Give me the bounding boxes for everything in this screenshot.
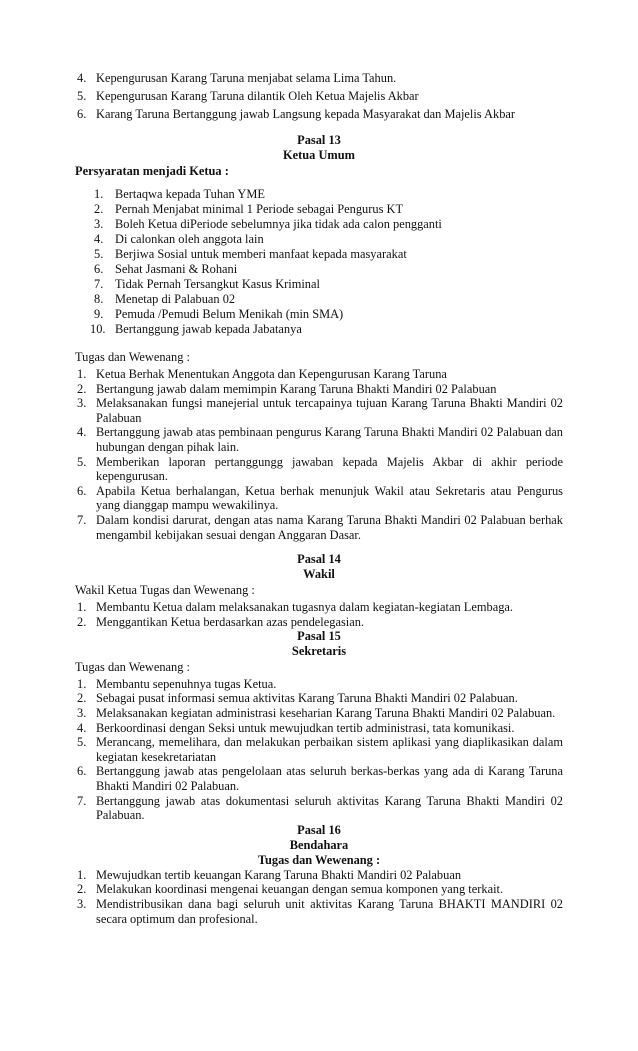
list-item bbox=[75, 691, 563, 706]
item-text: Pernah Menjabat minimal 1 Periode sebagai Pengurus KT bbox=[115, 202, 404, 217]
list-item bbox=[75, 217, 563, 232]
pasal-16-title: Pasal 16 bbox=[297, 822, 341, 837]
list-item bbox=[75, 882, 563, 897]
item-text: Tidak Pernah Tersangkut Kasus Kriminal bbox=[115, 277, 320, 292]
item-text: Sebagai pusat informasi semua aktivitas Karang Taruna Bhakti Mandiri 02 Palabuan. bbox=[96, 691, 518, 706]
item-number: 6. bbox=[77, 764, 87, 779]
item-number: 7. bbox=[94, 277, 104, 292]
ketua-tugas-list bbox=[75, 367, 563, 542]
list-item bbox=[75, 484, 563, 513]
wakil-tugas-heading: Wakil Ketua Tugas dan Wewenang : bbox=[75, 583, 255, 598]
list-item bbox=[75, 382, 563, 397]
item-text: Bertanggung jawab atas dokumentasi seluruh aktivitas Karang Taruna Bhakti Mandiri 02 Palabuan. bbox=[96, 793, 563, 823]
item-text: Berkoordinasi dengan Seksi untuk mewujudkan tertib administrasi, tata komunikasi. bbox=[96, 720, 515, 735]
item-text: Di calonkan oleh anggota lain bbox=[115, 232, 264, 247]
item-number: 2. bbox=[77, 381, 87, 396]
item-text: Melakukan koordinasi mengenai keuangan dengan semua komponen yang terkait. bbox=[96, 882, 504, 897]
item-text: Merancang, memelihara, dan melakukan perbaikan sistem aplikasi yang diaplikasikan dalam kegiatan kesekretariatan bbox=[96, 735, 563, 764]
item-text: Ketua Berhak Menentukan Anggota dan Kepengurusan Karang Taruna bbox=[96, 366, 447, 381]
list-item bbox=[75, 764, 563, 793]
list-item bbox=[75, 513, 563, 542]
item-text: Melaksanakan fungsi manejerial untuk tercapainya tujuan Karang Taruna Bhakti Mandiri 02 Palabuan bbox=[96, 396, 563, 425]
list-item bbox=[75, 897, 563, 926]
item-text: Pemuda /Pemudi Belum Menikah (min SMA) bbox=[115, 307, 344, 322]
item-number: 4. bbox=[77, 720, 87, 735]
list-item bbox=[75, 307, 563, 322]
item-text: Karang Taruna Bertanggung jawab Langsung kepada Masyarakat dan Majelis Akbar bbox=[96, 106, 516, 121]
item-text: Melaksanakan kegiatan administrasi keseharian Karang Taruna Bhakti Mandiri 02 Palabuan. bbox=[96, 706, 556, 721]
item-number: 1. bbox=[77, 366, 87, 381]
bendahara-tugas-list bbox=[75, 868, 563, 926]
item-text: Memberikan laporan pertanggungg jawaban kepada Majelis Akbar di akhir periode kepengurusan. bbox=[96, 454, 563, 484]
item-number: 5. bbox=[77, 735, 87, 750]
list-item bbox=[75, 292, 563, 307]
item-number: 4. bbox=[94, 232, 104, 247]
continuation-list bbox=[75, 70, 563, 123]
item-text: Membantu sepenuhnya tugas Ketua. bbox=[96, 676, 277, 691]
item-number: 2. bbox=[94, 202, 104, 217]
item-number: 3. bbox=[77, 897, 87, 912]
sekretaris-tugas-list bbox=[75, 677, 563, 823]
item-text: Kepengurusan Karang Taruna dilantik Oleh Ketua Majelis Akbar bbox=[96, 88, 419, 103]
item-number: 8. bbox=[94, 292, 104, 307]
item-number: 2. bbox=[77, 882, 87, 897]
pasal-16-subtitle: Bendahara bbox=[289, 837, 349, 852]
item-number: 7. bbox=[77, 512, 87, 527]
list-item bbox=[75, 425, 563, 454]
persyaratan-list bbox=[75, 187, 563, 337]
pasal-13-subtitle: Ketua Umum bbox=[283, 148, 355, 163]
item-text: Apabila Ketua berhalangan, Ketua berhak menunjuk Wakil atau Sekretaris atau Pengurus yang dianggap mampu wewakilinya. bbox=[96, 483, 563, 513]
list-item bbox=[75, 455, 563, 484]
list-item bbox=[75, 600, 563, 615]
persyaratan-heading: Persyaratan menjadi Ketua : bbox=[75, 164, 229, 179]
item-number: 3. bbox=[77, 396, 87, 411]
item-number: 6. bbox=[77, 483, 87, 498]
wakil-tugas-list bbox=[75, 600, 563, 629]
item-text: Boleh Ketua diPeriode sebelumnya jika tidak ada calon pengganti bbox=[115, 217, 442, 232]
item-number: 7. bbox=[77, 793, 87, 808]
item-number: 5. bbox=[94, 247, 104, 262]
item-number: 5. bbox=[77, 88, 87, 103]
item-number: 4. bbox=[77, 425, 87, 440]
list-item bbox=[75, 706, 563, 721]
list-item bbox=[75, 868, 563, 883]
item-text: Bertangung jawab dalam memimpin Karang Taruna Bhakti Mandiri 02 Palabuan bbox=[96, 381, 497, 396]
sekretaris-tugas-heading: Tugas dan Wewenang : bbox=[75, 660, 190, 675]
item-number: 3. bbox=[77, 706, 87, 721]
pasal-15-title: Pasal 15 bbox=[297, 629, 341, 644]
item-number: 2. bbox=[77, 614, 87, 629]
item-number: 1. bbox=[77, 599, 87, 614]
item-text: Mendistribusikan dana bagi seluruh unit aktivitas Karang Taruna BHAKTI MANDIRI 02 secara optimum dan profesional. bbox=[96, 897, 563, 926]
item-text: Berjiwa Sosial untuk memberi manfaat kepada masyarakat bbox=[115, 247, 407, 262]
item-number: 9. bbox=[94, 307, 104, 322]
document-page bbox=[75, 70, 563, 926]
list-item bbox=[75, 262, 563, 277]
item-text: Bertanggung jawab atas pengelolaan atas seluruh berkas-berkas yang ada di Karang Taruna Bhakti Mandiri 02 Palabuan. bbox=[96, 764, 563, 794]
list-item bbox=[75, 277, 563, 292]
list-item bbox=[75, 367, 563, 382]
item-text: Bertaqwa kepada Tuhan YME bbox=[115, 187, 265, 202]
list-item bbox=[75, 735, 563, 764]
item-text: Dalam kondisi darurat, dengan atas nama Karang Taruna Bhakti Mandiri 02 Palabuan berhak mengambil kebijakan sesuai dengan Anggaran Dasar. bbox=[96, 512, 563, 542]
item-number: 5. bbox=[77, 454, 87, 469]
list-item bbox=[75, 396, 563, 425]
tugas-heading: Tugas dan Wewenang : bbox=[75, 350, 190, 365]
item-text: Sehat Jasmani & Rohani bbox=[115, 262, 238, 277]
item-text: Membantu Ketua dalam melaksanakan tugasnya dalam kegiatan-kegiatan Lembaga. bbox=[96, 599, 513, 614]
item-number: 1. bbox=[77, 867, 87, 882]
list-item bbox=[75, 70, 563, 88]
pasal-13-title: Pasal 13 bbox=[297, 133, 341, 148]
item-text: Menggantikan Ketua berdasarkan azas pendelegasian. bbox=[96, 614, 365, 629]
list-item bbox=[75, 187, 563, 202]
list-item bbox=[75, 322, 563, 337]
item-text: Bertanggung jawab kepada Jabatanya bbox=[115, 322, 302, 337]
item-number: 10. bbox=[90, 322, 106, 337]
pasal-15-subtitle: Sekretaris bbox=[291, 644, 347, 659]
item-number: 1. bbox=[77, 676, 87, 691]
list-item bbox=[75, 247, 563, 262]
list-item bbox=[75, 88, 563, 106]
list-item bbox=[75, 677, 563, 692]
item-text: Mewujudkan tertib keuangan Karang Taruna Bhakti Mandiri 02 Palabuan bbox=[96, 867, 462, 882]
list-item bbox=[75, 232, 563, 247]
bendahara-tugas-heading: Tugas dan Wewenang : bbox=[257, 852, 381, 867]
pasal-14-subtitle: Wakil bbox=[303, 567, 335, 582]
item-number: 1. bbox=[94, 187, 104, 202]
pasal-14-title: Pasal 14 bbox=[297, 552, 341, 567]
item-number: 4. bbox=[77, 71, 87, 85]
list-item bbox=[75, 794, 563, 823]
item-text: Menetap di Palabuan 02 bbox=[115, 292, 236, 307]
list-item bbox=[75, 721, 563, 736]
item-number: 6. bbox=[77, 106, 87, 121]
item-text: Kepengurusan Karang Taruna menjabat selama Lima Tahun. bbox=[96, 71, 397, 85]
item-number: 2. bbox=[77, 691, 87, 706]
item-number: 6. bbox=[94, 262, 104, 277]
list-item bbox=[75, 202, 563, 217]
item-number: 3. bbox=[94, 217, 104, 232]
item-text: Bertanggung jawab atas pembinaan pengurus Karang Taruna Bhakti Mandiri 02 Palabuan dan hubungan dengan pihak lain. bbox=[96, 425, 563, 454]
list-item bbox=[75, 106, 563, 124]
list-item bbox=[75, 615, 563, 630]
